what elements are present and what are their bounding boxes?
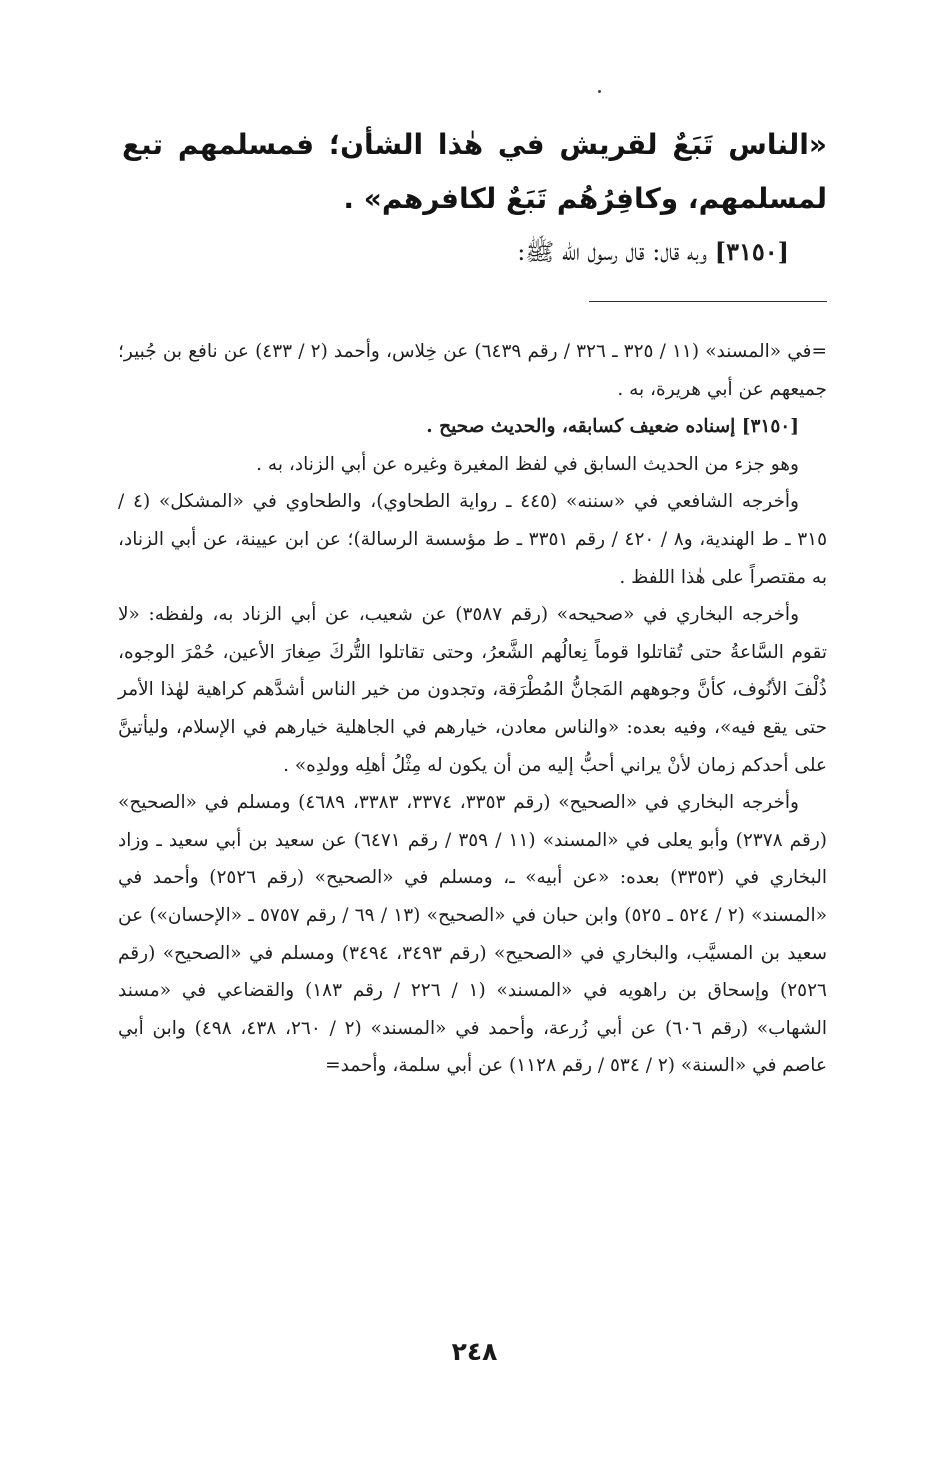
hadith-chain-line [122,234,789,270]
footnote-paragraph: وهو جزء من الحديث السابق في لفظ المغيرة وغيره عن أبي الزناد، به . [256,453,799,475]
footnote-separator [589,301,827,302]
footnotes-block [118,333,827,1085]
footnote-paragraph: وأخرجه البخاري في «الصحيح» (رقم ٣٣٥٣، ٣٣٧٤، ٣٣٨٣، ٤٦٨٩) ومسلم في «الصحيح» (رقم ٢٣٧٨) وأبو يعلى في «المسند» (١١ / ٣٥٩ / رقم ٦٤٧١) عن سعيد بن أبي سعيد ـ وزاد البخاري في (٣٣٥٣) بعده: «عن أبيه» ـ، ومسلم في «الصحيح» (رقم ٢٥٢٦) وأحمد في «المسند» (٢ / ٥٢٤ ـ ٥٢٥) وابن حبان في «الصحيح» (١٣ / ٦٩ / رقم ٥٧٥٧ ـ «الإحسان») عن سعيد بن المسيَّب، والبخاري في «الصحيح» (رقم ٣٤٩٣، ٣٤٩٤) ومسلم في «الصحيح» (رقم ٢٥٢٦) وإسحاق بن راهويه في «المسند» (١ / ٢٢٦ / رقم ١٨٣) والقضاعي في «مسند الشهاب» (رقم ٦٠٦) عن أبي زُرعة، وأحمد في «المسند» (٢ / ٢٦٠، ٤٣٨، ٤٩٨) وابن أبي عاصم في «السنة» (٢ / ٥٣٤ / رقم ١١٢٨) عن أبي سلمة، وأحمد= [118,792,828,1077]
hadith-text: «الناس تَبَعٌ لقريش في هٰذا الشأن؛ فمسلمهم تبع لمسلمهم، وكافِرُهُم تَبَعٌ لكافرهم» . [122,128,827,215]
hadith-number: [٣١٥٠] [714,237,789,266]
page-number: ٢٤٨ [451,1337,498,1366]
footnote-paragraph: وأخرجه البخاري في «صحيحه» (رقم ٣٥٨٧) عن شعيب، عن أبي الزناد به، ولفظه: «لا تقوم السَّاعةُ حتى تُقاتلوا قوماً نِعالُهم الشَّعرُ، وحتى تقاتلوا التُّركَ صِغارَ الأعين، حُمْرَ الوجوه، ذُلْفَ الأنُوف، كأنَّ وجوههم المَجانُّ المُطْرَقة، وتجدون من خير الناس أشدَّهم كراهية لهٰذا الأمر حتى يقع فيه»، وفيه بعده: «والناس معادن، خيارهم في الجاهلية خيارهم في الإسلام، وليأتينَّ على أحدكم زمان لأنْ يراني أحبُّ إليه من أن يكون له مِثْلُ أهلِه وولدِه» . [118,604,827,776]
ink-speck [598,90,601,93]
chain-text: وبه قال: قال رسول الله ﷺ: [517,238,708,266]
footnote-continuation: =في «المسند» (١١ / ٣٢٥ ـ ٣٢٦ / رقم ٦٤٣٩) عن خِلاس، وأحمد (٢ / ٤٣٣) عن نافع بن جُبير؛ جميعهم عن أبي هريرة، به . [118,341,828,400]
footnote-heading: [٣١٥٠] إسناده ضعيف كسابقه، والحديث صحيح . [426,416,799,438]
hadith-text-block [122,118,827,226]
footnote-paragraph: وأخرجه الشافعي في «سننه» (٤٤٥ ـ رواية الطحاوي)، والطحاوي في «المشكل» (٤ / ٣١٥ ـ ط الهندية، و٨ / ٤٢٠ / رقم ٣٣٥١ ـ ط مؤسسة الرسالة)؛ عن ابن عيينة، عن أبي الزناد، به مقتصراً على هٰذا اللفظ . [118,491,828,588]
